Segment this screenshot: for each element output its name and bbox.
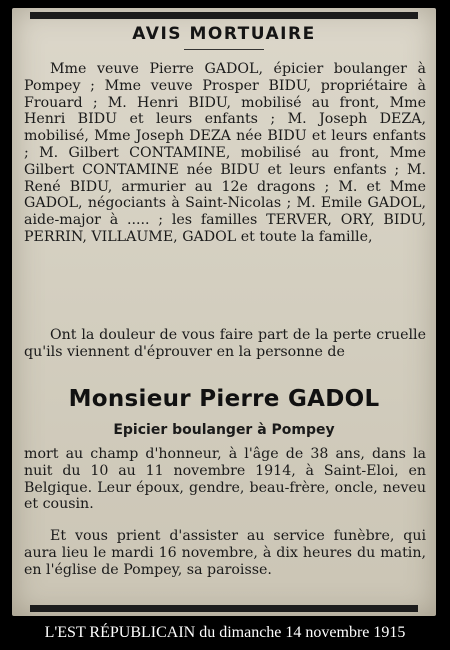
- heading-divider: [184, 49, 264, 50]
- service-invitation-paragraph: Et vous prient d'assister au service funèbre, qui aura lieu le mardi 16 novembre, à dix heures du matin, en l'église de Pompey, sa paroisse.: [24, 528, 426, 578]
- bottom-rule: [30, 605, 418, 612]
- deceased-occupation: Epicier boulanger à Pompey: [113, 422, 335, 438]
- notice-heading: AVIS MORTUAIRE: [132, 24, 316, 44]
- source-caption: L'EST RÉPUBLICAIN du dimanche 14 novembre 1915: [44, 624, 406, 641]
- top-rule: [30, 12, 418, 19]
- family-list-paragraph: Mme veuve Pierre GADOL, épicier boulanger à Pompey ; Mme veuve Prosper BIDU, propriétaire à Frouard ; M. Henri BIDU, mobilisé au front, Mme Henri BIDU et leurs enfants ; M. Joseph DEZA, mobilisé, Mme Joseph DEZA née BIDU et leurs enfants ; M. Gilbert CONTAMINE, mobilisé au front, Mme Gilbert CONTAMINE née BIDU et leurs enfants ; M. René BIDU, armurier au 12e dragons ; M. et Mme GADOL, négociants à Saint-Nicolas ; M. Emile GADOL, aide-major à ..... ; les familles TERVER, ORY, BIDU, PERRIN, VILLAUME, GADOL et toute la famille,: [24, 61, 426, 245]
- death-details-paragraph: mort au champ d'honneur, à l'âge de 38 ans, dans la nuit du 10 au 11 novembre 1914, à Saint-Eloi, en Belgique. Leur époux, gendre, beau-frère, oncle, neveu et cousin.: [24, 446, 426, 513]
- deceased-name: Monsieur Pierre GADOL: [68, 386, 380, 412]
- newspaper-clipping: [12, 8, 436, 616]
- announcement-paragraph: Ont la douleur de vous faire part de la perte cruelle qu'ils viennent d'éprouver en la personne de: [24, 327, 426, 360]
